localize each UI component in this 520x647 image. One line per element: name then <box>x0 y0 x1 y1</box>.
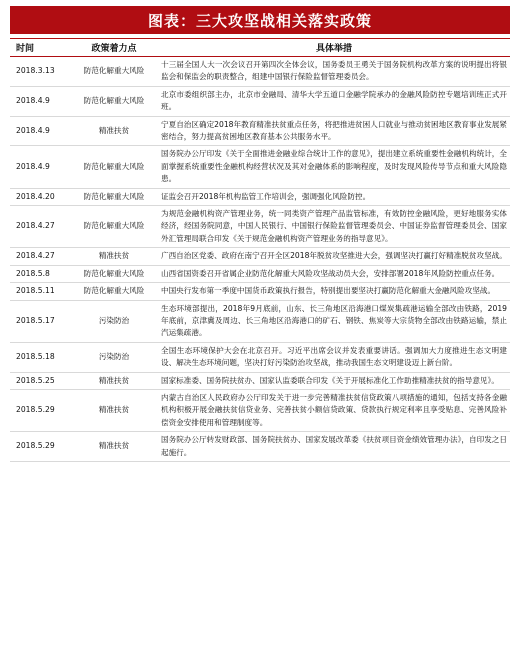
row-date: 2018.5.8 <box>10 265 70 282</box>
table-row <box>10 283 510 300</box>
row-focus: 防范化解重大风险 <box>70 57 158 87</box>
row-detail: 山西省国资委召开省属企业防范化解重大风险攻坚战动员大会，安排部署2018年风险防控重点任务。 <box>158 265 510 282</box>
row-detail: 十三届全国人大一次会议召开第四次全体会议，国务委员王勇关于国务院机构改革方案的说明提出将银监会和保监会的职责整合，组建中国银行保险监督管理委员会。 <box>158 57 510 87</box>
row-focus: 精准扶贫 <box>70 116 158 146</box>
header-date: 时间 <box>10 39 70 57</box>
row-detail: 宁夏自治区确定2018年教育精准扶贫重点任务，将把推进贫困人口就业与推动贫困地区教育事业发展紧密结合，努力提高贫困地区教育基本公共服务水平。 <box>158 116 510 146</box>
row-detail: 国务院办公厅印发《关于全面推进金融业综合统计工作的意见》，提出建立系统重要性金融机构统计，全面掌握系统重要性金融机构经营状况及其对金融体系的影响程度，及时发现风险传导节点和重大风险隐患。 <box>158 146 510 188</box>
row-focus: 精准扶贫 <box>70 372 158 389</box>
table-row <box>10 432 510 462</box>
row-detail: 内蒙古自治区人民政府办公厅印发关于进一步完善精准扶贫信贷政策八项措施的通知，包括支持各金融机构积极开展金融扶贫信贷业务、完善扶贫小额信贷政策、贷款执行规定利率且享受贴息、完善风险补偿资金安排使用和管理制度等。 <box>158 389 510 431</box>
table-row <box>10 206 510 248</box>
policy-table <box>10 38 510 462</box>
row-date: 2018.4.9 <box>10 116 70 146</box>
row-detail: 国务院办公厅转发财政部、国务院扶贫办、国家发展改革委《扶贫项目资金绩效管理办法》，自印发之日起施行。 <box>158 432 510 462</box>
row-date: 2018.4.9 <box>10 146 70 188</box>
row-detail: 生态环境部提出，2018年9月底前，山东、长三角地区沿海港口煤炭集疏港运输全部改由铁路，2019年底前，京津冀及周边、长三角地区沿海港口的矿石、钢铁、焦炭等大宗货物全部改由铁路运输，禁止汽运集疏港。 <box>158 300 510 342</box>
chart-title: 图表：三大攻坚战相关落实政策 <box>10 6 510 34</box>
table-row <box>10 146 510 188</box>
row-focus: 精准扶贫 <box>70 389 158 431</box>
row-focus: 防范化解重大风险 <box>70 265 158 282</box>
table-row <box>10 389 510 431</box>
table-row <box>10 248 510 265</box>
row-date: 2018.4.27 <box>10 248 70 265</box>
table-row <box>10 300 510 342</box>
row-date: 2018.5.29 <box>10 432 70 462</box>
table-row <box>10 116 510 146</box>
row-date: 2018.5.29 <box>10 389 70 431</box>
table-row <box>10 188 510 205</box>
row-date: 2018.5.25 <box>10 372 70 389</box>
row-detail: 为规范金融机构资产管理业务，统一同类资产管理产品监管标准，有效防控金融风险，更好地服务实体经济，经国务院同意，中国人民银行、中国银行保险监督管理委员会、中国证券监督管理委员会、国家外汇管理局联合印发《关于规范金融机构资产管理业务的指导意见》。 <box>158 206 510 248</box>
table-row <box>10 265 510 282</box>
row-date: 2018.5.11 <box>10 283 70 300</box>
table-row <box>10 372 510 389</box>
row-date: 2018.5.17 <box>10 300 70 342</box>
row-focus: 污染防治 <box>70 342 158 372</box>
row-date: 2018.3.13 <box>10 57 70 87</box>
row-date: 2018.4.20 <box>10 188 70 205</box>
row-focus: 污染防治 <box>70 300 158 342</box>
header-row <box>10 39 510 57</box>
row-focus: 防范化解重大风险 <box>70 86 158 116</box>
row-detail: 国家标准委、国务院扶贫办、国家认监委联合印发《关于开展标准化工作助推精准扶贫的指导意见》。 <box>158 372 510 389</box>
row-focus: 防范化解重大风险 <box>70 146 158 188</box>
table-row <box>10 57 510 87</box>
row-focus: 防范化解重大风险 <box>70 283 158 300</box>
row-detail: 证监会召开2018年机构监管工作培训会，强调强化风险防控。 <box>158 188 510 205</box>
row-focus: 精准扶贫 <box>70 248 158 265</box>
row-date: 2018.4.9 <box>10 86 70 116</box>
row-detail: 全国生态环境保护大会在北京召开。习近平出席会议并发表重要讲话。强调加大力度推进生态文明建设、解决生态环境问题，坚决打好污染防治攻坚战，推动我国生态文明建设迈上新台阶。 <box>158 342 510 372</box>
row-date: 2018.5.18 <box>10 342 70 372</box>
row-focus: 防范化解重大风险 <box>70 206 158 248</box>
header-detail: 具体举措 <box>158 39 510 57</box>
row-focus: 精准扶贫 <box>70 432 158 462</box>
row-detail: 广西自治区党委、政府在南宁召开全区2018年脱贫攻坚推进大会，强调坚决打赢打好精准脱贫攻坚战。 <box>158 248 510 265</box>
row-detail: 中国央行发布第一季度中国货币政策执行报告，特别提出要坚决打赢防范化解重大金融风险攻坚战。 <box>158 283 510 300</box>
row-focus: 防范化解重大风险 <box>70 188 158 205</box>
table-row <box>10 342 510 372</box>
header-focus: 政策着力点 <box>70 39 158 57</box>
table-row <box>10 86 510 116</box>
row-detail: 北京市委组织部主办，北京市金融局、清华大学五道口金融学院承办的金融风险防控专题培训班正式开班。 <box>158 86 510 116</box>
row-date: 2018.4.27 <box>10 206 70 248</box>
